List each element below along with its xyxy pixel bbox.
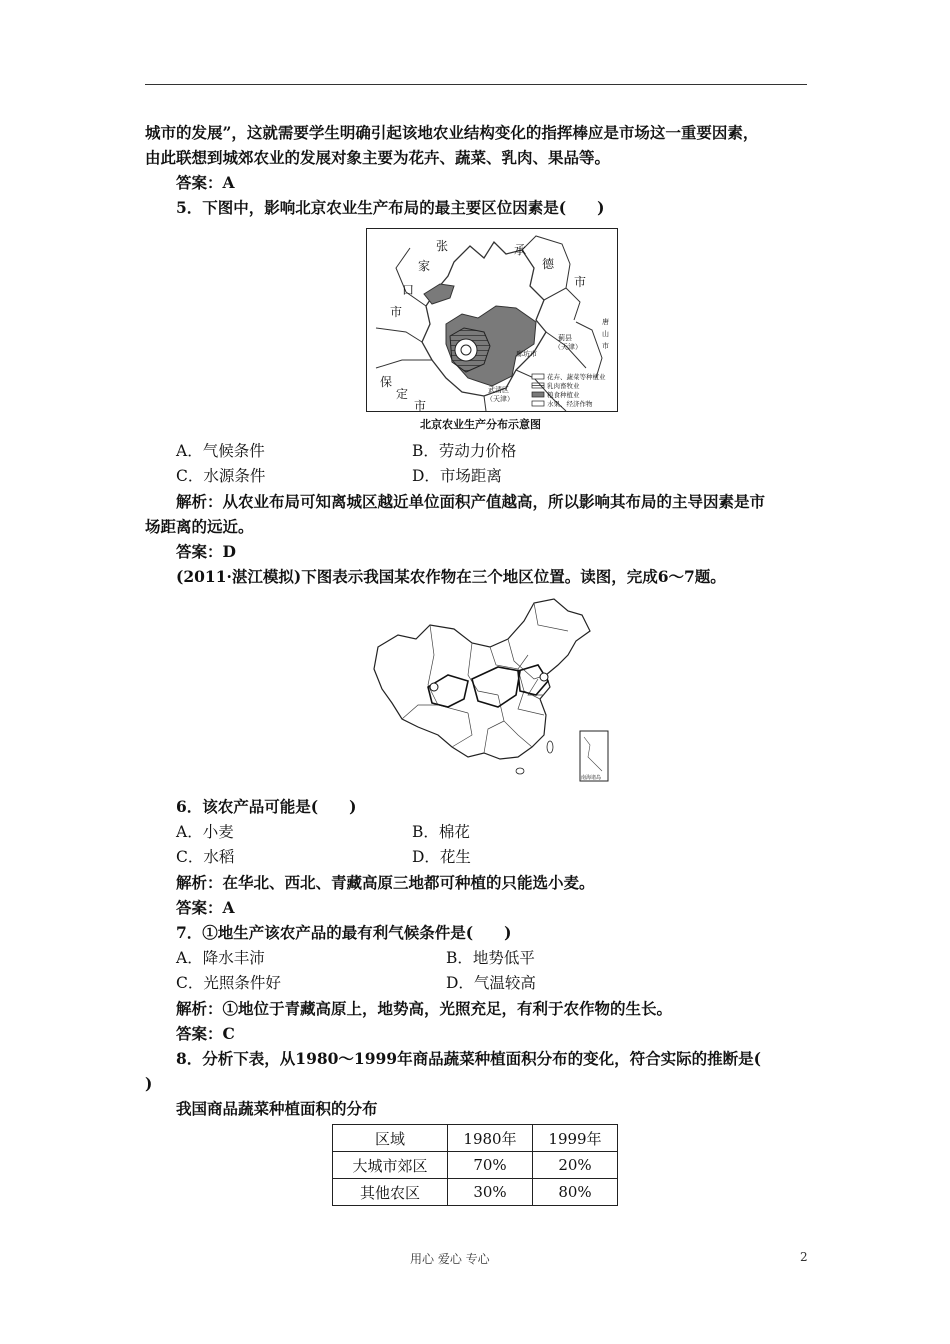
option-a: A．小麦 [176, 823, 234, 841]
table-cell: 80% [533, 1179, 618, 1206]
table-header: 1980年 [448, 1125, 533, 1152]
explanation-line: 场距离的远近。 [145, 517, 254, 536]
option-b: B．棉花 [412, 823, 470, 841]
option-d: D．花生 [412, 848, 471, 866]
intro-line: (2011·湛江模拟)下图表示我国某农作物在三个地区位置。读图，完成6～7题。 [176, 567, 726, 586]
legend-label: 乳肉畜牧业 [547, 382, 580, 390]
option-c: C．水源条件 [176, 467, 266, 485]
label-shi1: 市 [390, 305, 403, 319]
option-d: D．市场距离 [412, 467, 502, 485]
label-jixian: 蓟县 [558, 334, 572, 342]
inset-label: 南海诸岛 [581, 775, 602, 781]
explanation-line: 解析：从农业布局可知离城区越近单位面积产值越高，所以影响其布局的主导因素是市 [176, 492, 766, 511]
header-rule [145, 84, 807, 85]
label-shi3: 市 [602, 342, 609, 350]
page-number: 2 [800, 1250, 808, 1264]
label-de: 德 [542, 257, 555, 271]
site-marker [430, 683, 438, 691]
answer-line: 答案：D [176, 542, 236, 561]
option-c: C．水稻 [176, 848, 235, 866]
question-5: 5．下图中，影响北京农业生产布局的最主要区位因素是( ) [176, 198, 605, 217]
vegetable-area-table [332, 1124, 618, 1206]
label-langfang: 廊坊市 [516, 350, 537, 358]
legend-label: 粮食种植业 [547, 391, 580, 399]
label-tang: 唐 [602, 318, 609, 326]
text-line: 城市的发展”，这就需要学生明确引起该地农业结构变化的指挥棒应是市场这一重要因素， [145, 123, 759, 142]
table-row [333, 1152, 618, 1179]
label-wuqing: 武清区 [488, 386, 509, 394]
option-b: B．地势低平 [446, 949, 535, 967]
question-8-cont: ) [145, 1074, 153, 1093]
explanation-line: 解析：在华北、西北、青藏高原三地都可种植的只能选小麦。 [176, 873, 595, 892]
explanation-line: 解析：①地位于青藏高原上，地势高，光照充足，有利于农作物的生长。 [176, 999, 673, 1018]
option-a: A．气候条件 [176, 442, 265, 460]
table-title: 我国商品蔬菜种植面积的分布 [176, 1099, 378, 1118]
south-china-sea-inset [580, 731, 608, 781]
label-ding: 定 [396, 387, 409, 401]
label-cheng: 承 [514, 243, 527, 257]
question-6: 6．该农产品可能是( ) [176, 797, 357, 816]
china-outline [374, 599, 590, 759]
label-tianjin2: （天津） [486, 395, 514, 403]
table-cell: 20% [533, 1152, 618, 1179]
answer-line: 答案：C [176, 1024, 235, 1043]
china-crop-map [368, 595, 612, 787]
table-header: 区域 [333, 1125, 448, 1152]
table-cell: 30% [448, 1179, 533, 1206]
label-jia: 家 [418, 259, 431, 273]
label-shan: 山 [602, 330, 609, 338]
answer-line: 答案：A [176, 173, 235, 192]
answer-line: 答案：A [176, 898, 235, 917]
label-zhang: 张 [436, 239, 449, 253]
table-header: 1999年 [533, 1125, 618, 1152]
beijing-agriculture-map [366, 228, 618, 412]
site-marker [540, 673, 548, 681]
table-row [333, 1179, 618, 1206]
table-header-row [333, 1125, 618, 1152]
vegetable-zone [455, 339, 477, 361]
map-caption: 北京农业生产分布示意图 [420, 418, 541, 431]
label-kou: 口 [402, 283, 415, 297]
footer-text: 用心 爱心 专心 [410, 1252, 490, 1266]
option-a: A．降水丰沛 [176, 949, 265, 967]
label-shi2: 市 [574, 275, 587, 289]
table-cell: 大城市郊区 [333, 1152, 448, 1179]
label-shi4: 市 [414, 399, 427, 412]
question-7: 7．①地生产该农产品的最有利气候条件是( ) [176, 923, 512, 942]
table-cell: 70% [448, 1152, 533, 1179]
label-bao: 保 [380, 375, 393, 389]
legend-label: 花卉、蔬菜等种植业 [547, 373, 606, 381]
option-c: C．光照条件好 [176, 974, 281, 992]
option-d: D．气温较高 [446, 974, 536, 992]
text-line: 由此联想到城郊农业的发展对象主要为花卉、蔬菜、乳肉、果品等。 [145, 148, 611, 167]
option-b: B．劳动力价格 [412, 442, 517, 460]
table-cell: 其他农区 [333, 1179, 448, 1206]
question-8: 8．分析下表，从1980～1999年商品蔬菜种植面积分布的变化，符合实际的推断是( [176, 1049, 761, 1068]
label-tianjin1: （天津） [554, 343, 582, 351]
legend-label: 水果、经济作物 [547, 400, 593, 408]
